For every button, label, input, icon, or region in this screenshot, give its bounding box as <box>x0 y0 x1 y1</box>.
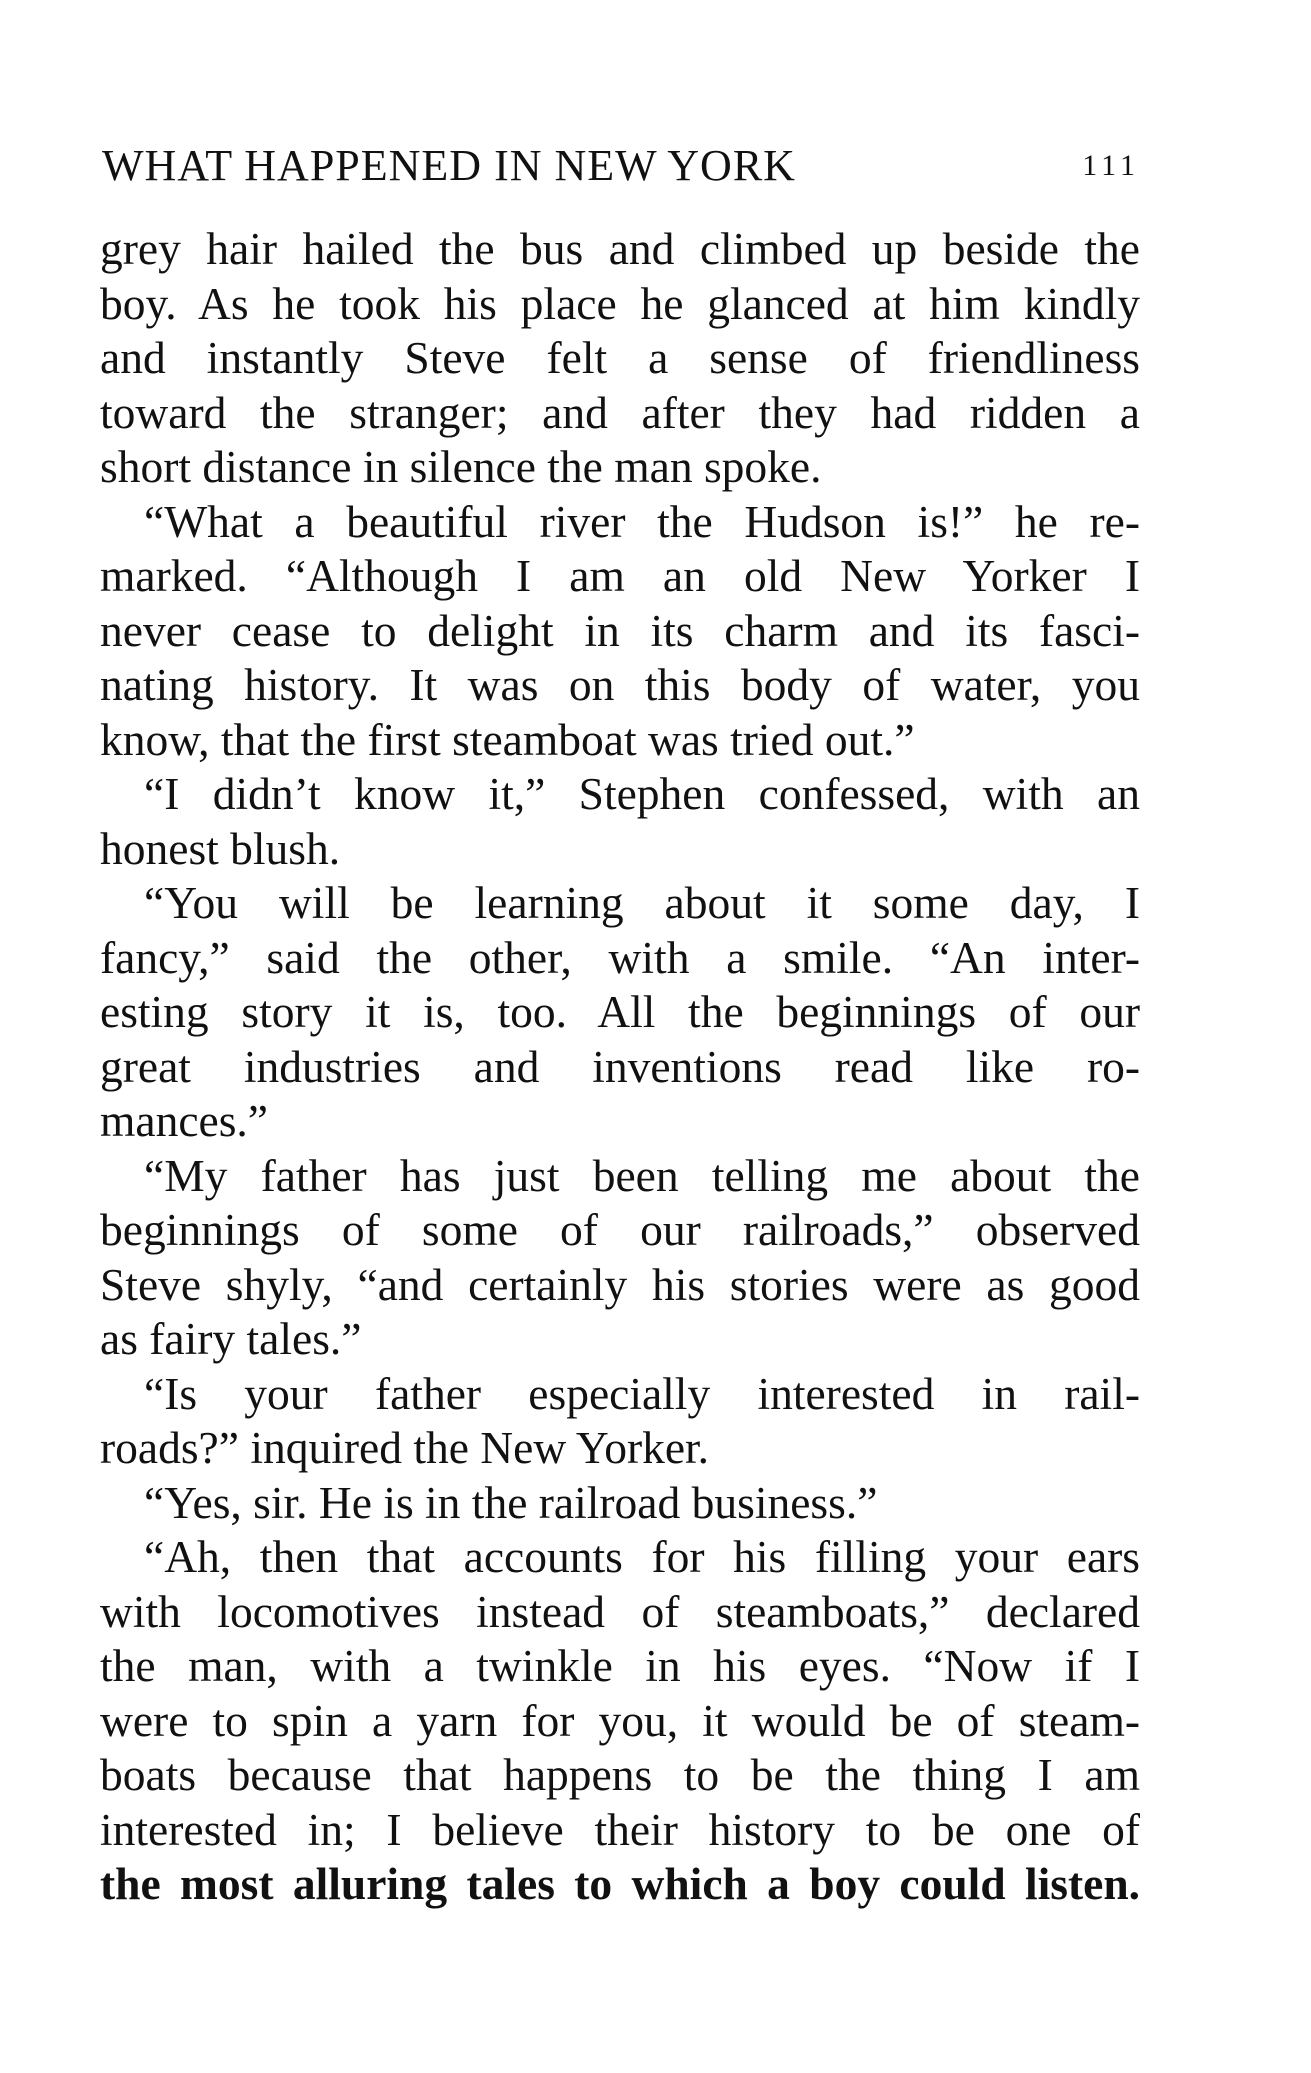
text-line: interested in; I believe their history to be one of <box>100 1803 1140 1855</box>
text-line: and instantly Steve felt a sense of friendliness <box>100 332 1140 383</box>
running-head <box>102 138 1140 194</box>
text-line: great industries and inventions read like ro- <box>100 1040 1140 1092</box>
text-line: “Ah, then that accounts for his filling your ears <box>144 1531 1140 1582</box>
text-line: boats because that happens to be the thing I am <box>100 1749 1140 1800</box>
text-line: grey hair hailed the bus and climbed up beside the <box>100 223 1140 274</box>
text-line: “Yes, sir. He is in the railroad business.” <box>144 1476 878 1528</box>
text-line: know, that the first steamboat was tried out.” <box>100 713 915 765</box>
text-line: the man, with a twinkle in his eyes. “Now if I <box>100 1640 1140 1691</box>
text-line: toward the stranger; and after they had ridden a <box>100 386 1140 438</box>
text-line: the most alluring tales to which a boy could listen. <box>100 1858 1140 1909</box>
text-line: “What a beautiful river the Hudson is!” he re- <box>144 495 1140 547</box>
text-line: with locomotives instead of steamboats,” declared <box>100 1585 1140 1637</box>
text-line: esting story it is, too. All the beginnings of our <box>100 986 1140 1037</box>
text-line: boy. As he took his place he glanced at him kindly <box>100 277 1140 329</box>
text-line: beginnings of some of our railroads,” observed <box>100 1204 1140 1255</box>
text-line: nating history. It was on this body of water, you <box>100 659 1140 710</box>
text-line: as fairy tales.” <box>100 1313 362 1364</box>
text-line: were to spin a yarn for you, it would be of steam- <box>100 1694 1140 1746</box>
text-line: mances.” <box>100 1095 269 1146</box>
running-title: WHAT HAPPENED IN NEW YORK <box>102 141 796 190</box>
text-line: never cease to delight in its charm and its fasci- <box>100 604 1140 656</box>
page-number: 111 <box>1082 149 1140 182</box>
text-line: “You will be learning about it some day, I <box>144 877 1140 928</box>
text-line: “I didn’t know it,” Stephen confessed, with an <box>144 768 1140 819</box>
text-line: honest blush. <box>100 822 341 874</box>
text-line: roads?” inquired the New Yorker. <box>100 1422 710 1473</box>
body-text <box>100 222 1140 1912</box>
text-line: fancy,” said the other, with a smile. “An inter- <box>100 931 1140 983</box>
text-line: “My father has just been telling me about the <box>144 1149 1140 1201</box>
text-line: “Is your father especially interested in rail- <box>144 1367 1140 1419</box>
text-line: Steve shyly, “and certainly his stories were as good <box>100 1258 1140 1310</box>
text-line: marked. “Although I am an old New Yorker I <box>100 550 1140 601</box>
text-line: short distance in silence the man spoke. <box>100 441 822 492</box>
